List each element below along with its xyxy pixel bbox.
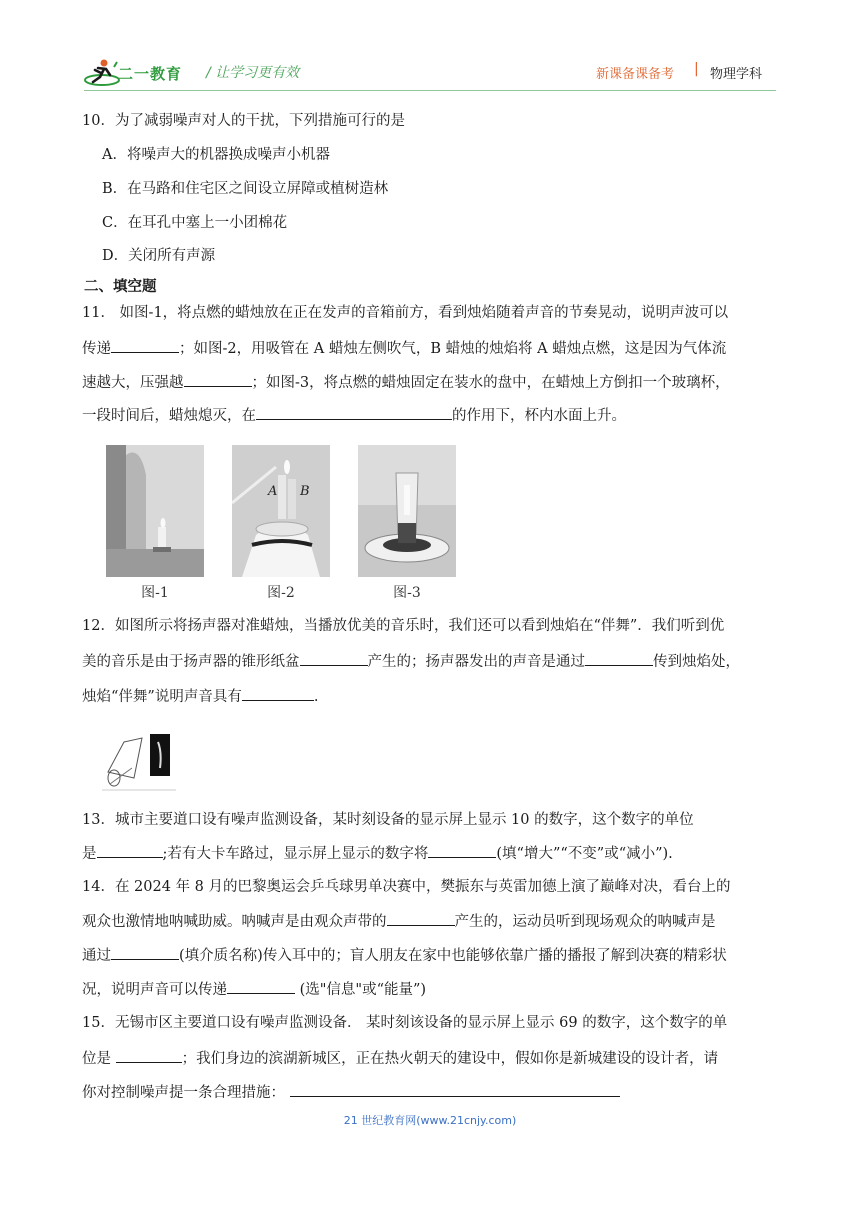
q14-line-4 [82,979,426,1000]
q12-text: 烛焰“伴舞”说明声音具有 [82,689,242,705]
q14-text: (选"信息"或“能量”) [295,982,427,998]
q12-line-2 [82,651,740,672]
answer-blank[interactable] [111,945,179,960]
q10-option-c: C．在耳孔中塞上一小团棉花 [102,215,288,231]
page-header [0,0,860,96]
q12-text: . [313,689,319,705]
page-footer: 21 世纪教育网(www.21cnjy.com) [343,1114,517,1127]
answer-blank[interactable] [227,979,295,994]
q14-line-3 [82,945,727,966]
answer-blank[interactable] [184,372,252,387]
q12-text: 美的音乐是由于扬声器的锥形纸盆 [82,654,300,670]
q11-text: ；如图-2，用吸管在 A 蜡烛左侧吹气，B 蜡烛的烛焰将 A 蜡烛点燃，这是因为气体流 [179,341,727,357]
header-tag-subject: 物理学科 [710,67,763,82]
q15-text: ；我们身边的滨湖新城区，正在热火朝天的建设中，假如你是新城建设的设计者，请 [181,1051,719,1067]
q11-line-4 [82,405,626,426]
header-tag-courses: 新课备课备考 [596,67,675,82]
answer-blank[interactable] [242,686,314,701]
q11-text: 的作用下，杯内水面上升。 [452,408,626,424]
q14-text: (填介质名称)传入耳中的；盲人朋友在家中也能够依靠广播的播报了解到决赛的精彩状 [179,948,727,964]
q14-text: 通过 [82,948,111,964]
figure-2-caption: 图-2 [267,585,295,601]
answer-blank[interactable] [256,405,452,420]
slogan: / 让学习更有效 [206,65,300,81]
q14-line-1: 14．在 2024 年 8 月的巴黎奥运会乒乓球男单决赛中，樊振东与英雷加德上演了巅峰对决，看台上的 [82,879,731,895]
speaker-candle-sketch-image [102,728,176,792]
answer-blank[interactable] [116,1048,182,1063]
header-separator: | [694,61,699,77]
q12-text: 产生的；扬声器发出的声音是通过 [367,654,585,670]
q13-text: ;若有大卡车路过，显示屏上显示的数字将 [162,846,429,862]
q10-stem: 10．为了减弱噪声对人的干扰，下列措施可行的是 [82,113,405,129]
logo-text: 二一教育 [118,65,183,83]
q11-text: ；如图-3，将点燃的蜡烛固定在装水的盘中，在蜡烛上方倒扣一个玻璃杯， [251,375,730,391]
answer-blank[interactable] [428,843,496,858]
q14-line-2 [82,911,716,932]
q12-line-3 [82,686,318,707]
q12-line-1: 12．如图所示将扬声器对准蜡烛，当播放优美的音乐时，我们还可以看到烛焰在“伴舞”．我们听到优 [82,618,725,634]
figure-2-two-candles-image [232,445,330,577]
q11-line-1: 11． 如图-1，将点燃的蜡烛放在正在发声的音箱前方，看到烛焰随着声音的节奏晃动，说明声波可以 [82,305,729,321]
answer-blank[interactable] [290,1082,620,1097]
header-divider [84,90,776,91]
q11-line-3 [82,372,730,393]
q15-text: 你对控制噪声提一条合理措施： [82,1085,290,1101]
q10-option-b: B．在马路和住宅区之间设立屏障或植树造林 [102,181,389,197]
q10-option-a: A．将噪声大的机器换成噪声小机器 [102,147,330,163]
q14-text: 况，说明声音可以传递 [82,982,227,998]
q11-text: 速越大，压强越 [82,375,184,391]
q15-line-1: 15．无锡市区主要道口设有噪声监测设备． 某时刻该设备的显示屏上显示 69 的数字，这个数字的单 [82,1015,728,1031]
q15-line-3 [82,1082,620,1103]
q12-text: 传到烛焰处， [653,654,740,670]
q15-line-2 [82,1048,718,1069]
figure-3-caption: 图-3 [393,585,421,601]
q14-text: 产生的，运动员听到现场观众的呐喊声是 [454,914,716,930]
q14-text: 观众也激情地呐喊助威。呐喊声是由观众声带的 [82,914,387,930]
answer-blank[interactable] [97,843,163,858]
figure-2-label-a: A [268,484,278,499]
q15-text: 位是 [82,1051,116,1067]
q13-text: (填“增大”“不变”或“减小”). [496,846,673,862]
answer-blank[interactable] [585,651,653,666]
answer-blank[interactable] [111,338,179,353]
figure-1-speaker-candle-image [106,445,204,577]
figure-2-label-b: B [300,484,310,499]
section-title-fill-blank: 二、填空题 [84,279,157,295]
q11-line-2 [82,338,726,359]
figure-3-cup-over-candle-image [358,445,456,577]
q13-line-2 [82,843,673,864]
q11-text: 一段时间后，蜡烛熄灭，在 [82,408,256,424]
answer-blank[interactable] [300,651,368,666]
answer-blank[interactable] [387,911,455,926]
q10-option-d: D．关闭所有声源 [102,248,216,264]
q11-text: 传递 [82,341,111,357]
q13-text: 是 [82,846,97,862]
figure-1-caption: 图-1 [141,585,169,601]
q13-line-1: 13．城市主要道口设有噪声监测设备，某时刻设备的显示屏上显示 10 的数字，这个数字的单位 [82,812,694,828]
